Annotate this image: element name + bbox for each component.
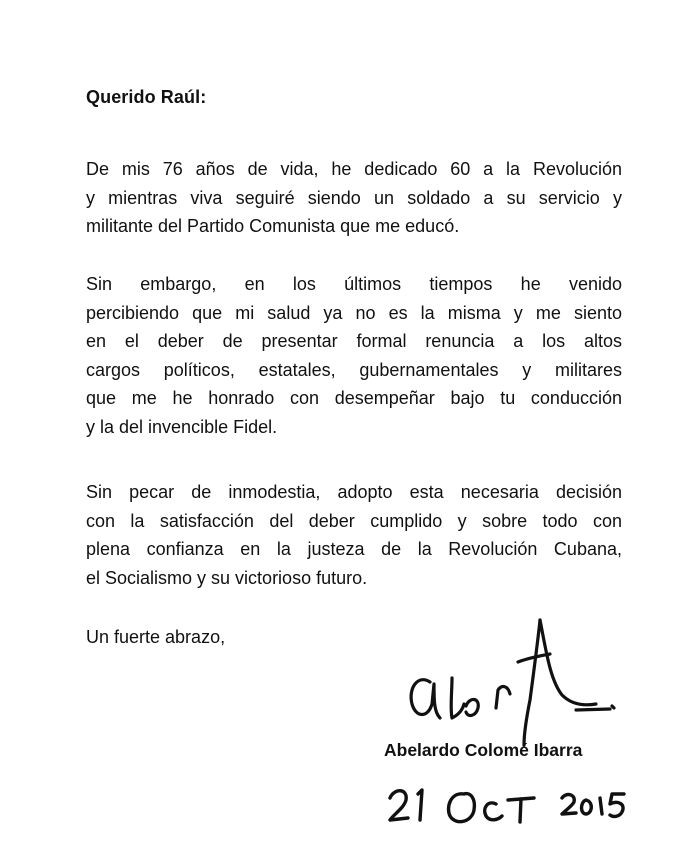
signer-name: Abelardo Colomé Ibarra: [384, 740, 583, 760]
handwritten-date: [384, 768, 644, 828]
paragraph-line: en el deber de presentar formal renuncia a los altos: [86, 331, 622, 352]
paragraph-line: percibiendo que mi salud ya no es la misma y me siento: [86, 302, 622, 323]
paragraph-line: que me he honrado con desempeñar bajo tu conducción: [86, 388, 622, 409]
paragraph-1: [86, 155, 622, 241]
paragraph-line: el Socialismo y su victorioso futuro.: [86, 567, 368, 588]
paragraph-line: y la del invencible Fidel.: [86, 416, 278, 437]
closing: Un fuerte abrazo,: [86, 627, 226, 647]
paragraph-line: De mis 76 años de vida, he dedicado 60 a la Revolución: [86, 159, 622, 179]
paragraph-line: y mientras viva seguiré siendo un soldado a su servicio y: [86, 187, 622, 208]
paragraph-line: cargos políticos, estatales, gubernamentales y militares: [86, 359, 622, 380]
salutation: Querido Raúl:: [86, 87, 207, 107]
paragraph-3: [86, 478, 622, 592]
paragraph-line: plena confianza en la justeza de la Revolución Cubana,: [86, 539, 622, 560]
paragraph-2: [86, 270, 622, 442]
paragraph-line: militante del Partido Comunista que me educó.: [86, 216, 460, 237]
handwritten-signature: [400, 600, 630, 750]
paragraph-line: con la satisfacción del deber cumplido y sobre todo con: [86, 510, 622, 531]
paragraph-line: Sin pecar de inmodestia, adopto esta necesaria decisión: [86, 482, 622, 502]
paragraph-line: Sin embargo, en los últimos tiempos he venido: [86, 274, 622, 294]
